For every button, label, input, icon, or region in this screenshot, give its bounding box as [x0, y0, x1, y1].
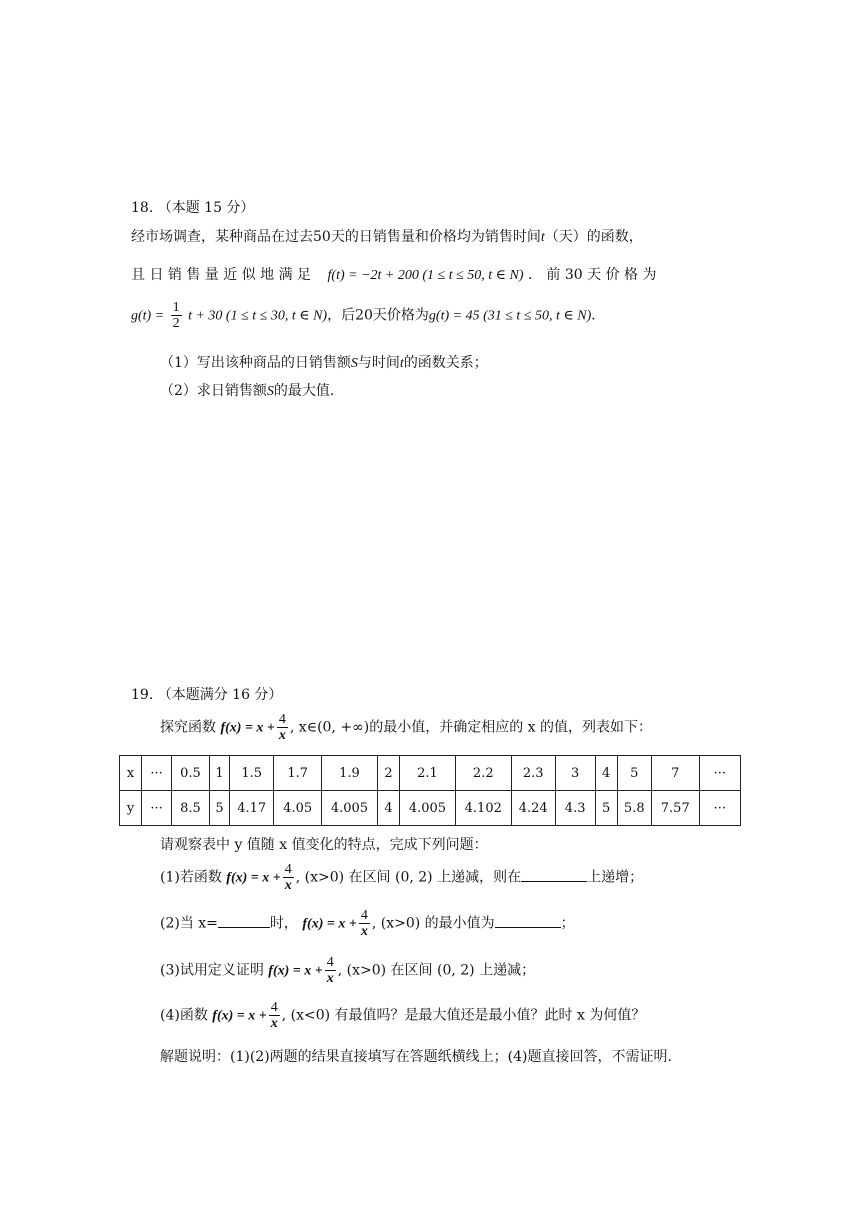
q18-part1: （1）写出该种商品的日销售额S与时间t的函数关系；: [160, 355, 488, 371]
q18-part2: （2）求日销售额S的最大值.: [160, 383, 335, 399]
table-cell: 2.3: [511, 756, 555, 791]
q18-line1: 经市场调查，某种商品在过去50天的日销售量和价格均为销售时间t（天）的函数，: [131, 229, 643, 245]
q18-line3: g(t) = $\frac{1}{2}$ t + 30 (1 ≤ t ≤ 30, t ∈ N)，后20天价格为g(t) = 45 (31 ≤ t ≤ 50, t ∈ N)．: [131, 300, 606, 331]
table-cell: 1.5: [230, 756, 274, 791]
table-cell: 5: [209, 791, 229, 826]
table-cell: 2: [377, 756, 399, 791]
answer-blank[interactable]: [495, 913, 561, 928]
q19-part1: (1)若函数 f(x) = x + $\frac{4}{x}$ , (x>0) 在区间 (0, 2) 上递减，则在 上递增；: [160, 862, 644, 893]
q19-part4: (4)函数 f(x) = x + $\frac{4}{x}$ , (x<0) 有最值吗？是最大值还是最小值？此时 x 为何值？: [160, 1000, 646, 1031]
table-cell: 8.5: [172, 791, 210, 826]
q19-heading: 19. （本题满分 16 分）: [131, 687, 283, 703]
table-cell: ···: [142, 791, 172, 826]
table-cell: ···: [142, 756, 172, 791]
table-cell: 4.005: [322, 791, 378, 826]
table-cell: 2.2: [455, 756, 511, 791]
answer-blank[interactable]: [218, 913, 270, 928]
table-cell: 2.1: [400, 756, 456, 791]
table-cell: 3: [555, 756, 595, 791]
q19-part2: (2)当 x= 时， f(x) = x + $\frac{4}{x}$ , (x>0) 的最小值为 ；: [160, 908, 575, 939]
table-cell: 4.05: [274, 791, 322, 826]
table-cell: 1.9: [322, 756, 378, 791]
table-row-y: [120, 791, 741, 826]
q18-heading: 18. （本题 15 分）: [131, 200, 255, 216]
table-cell: 4.102: [455, 791, 511, 826]
q19-observe: 请观察表中 y 值随 x 值变化的特点，完成下列问题：: [160, 837, 488, 853]
values-table: [119, 755, 741, 826]
q18-line2: 且 日 销 售 量 近 似 地 满 足 f(t) = −2t + 200 (1 ≤ t ≤ 50, t ∈ N) ． 前 30 天 价 格 为: [131, 267, 657, 283]
table-cell: 0.5: [172, 756, 210, 791]
answer-blank[interactable]: [521, 867, 587, 882]
table-cell: x: [120, 756, 142, 791]
table-cell: 4: [595, 756, 617, 791]
q19-part3: (3)试用定义证明 f(x) = x + $\frac{4}{x}$ , (x>0) 在区间 (0, 2) 上递减；: [160, 955, 536, 986]
table-cell: 7: [651, 756, 699, 791]
table-row-x: [120, 756, 741, 791]
table-cell: 1.7: [274, 756, 322, 791]
table-cell: 7.57: [651, 791, 699, 826]
q19-note: 解题说明：(1)(2)两题的结果直接填写在答题纸横线上；(4)题直接回答，不需证明.: [160, 1049, 672, 1065]
table-cell: 1: [209, 756, 229, 791]
table-cell: 5.8: [617, 791, 651, 826]
table-cell: 4.3: [555, 791, 595, 826]
table-cell: y: [120, 791, 142, 826]
table-cell: 4: [377, 791, 399, 826]
table-cell: 5: [617, 756, 651, 791]
table-cell: ···: [699, 756, 740, 791]
table-cell: 5: [595, 791, 617, 826]
table-cell: 4.005: [400, 791, 456, 826]
table-cell: 4.24: [511, 791, 555, 826]
q19-intro: 探究函数 f(x) = x + $\frac{4}{x}$ , x∈(0, +∞)的最小值，并确定相应的 x 的值，列表如下：: [160, 712, 652, 743]
table-cell: ···: [699, 791, 740, 826]
table-cell: 4.17: [230, 791, 274, 826]
